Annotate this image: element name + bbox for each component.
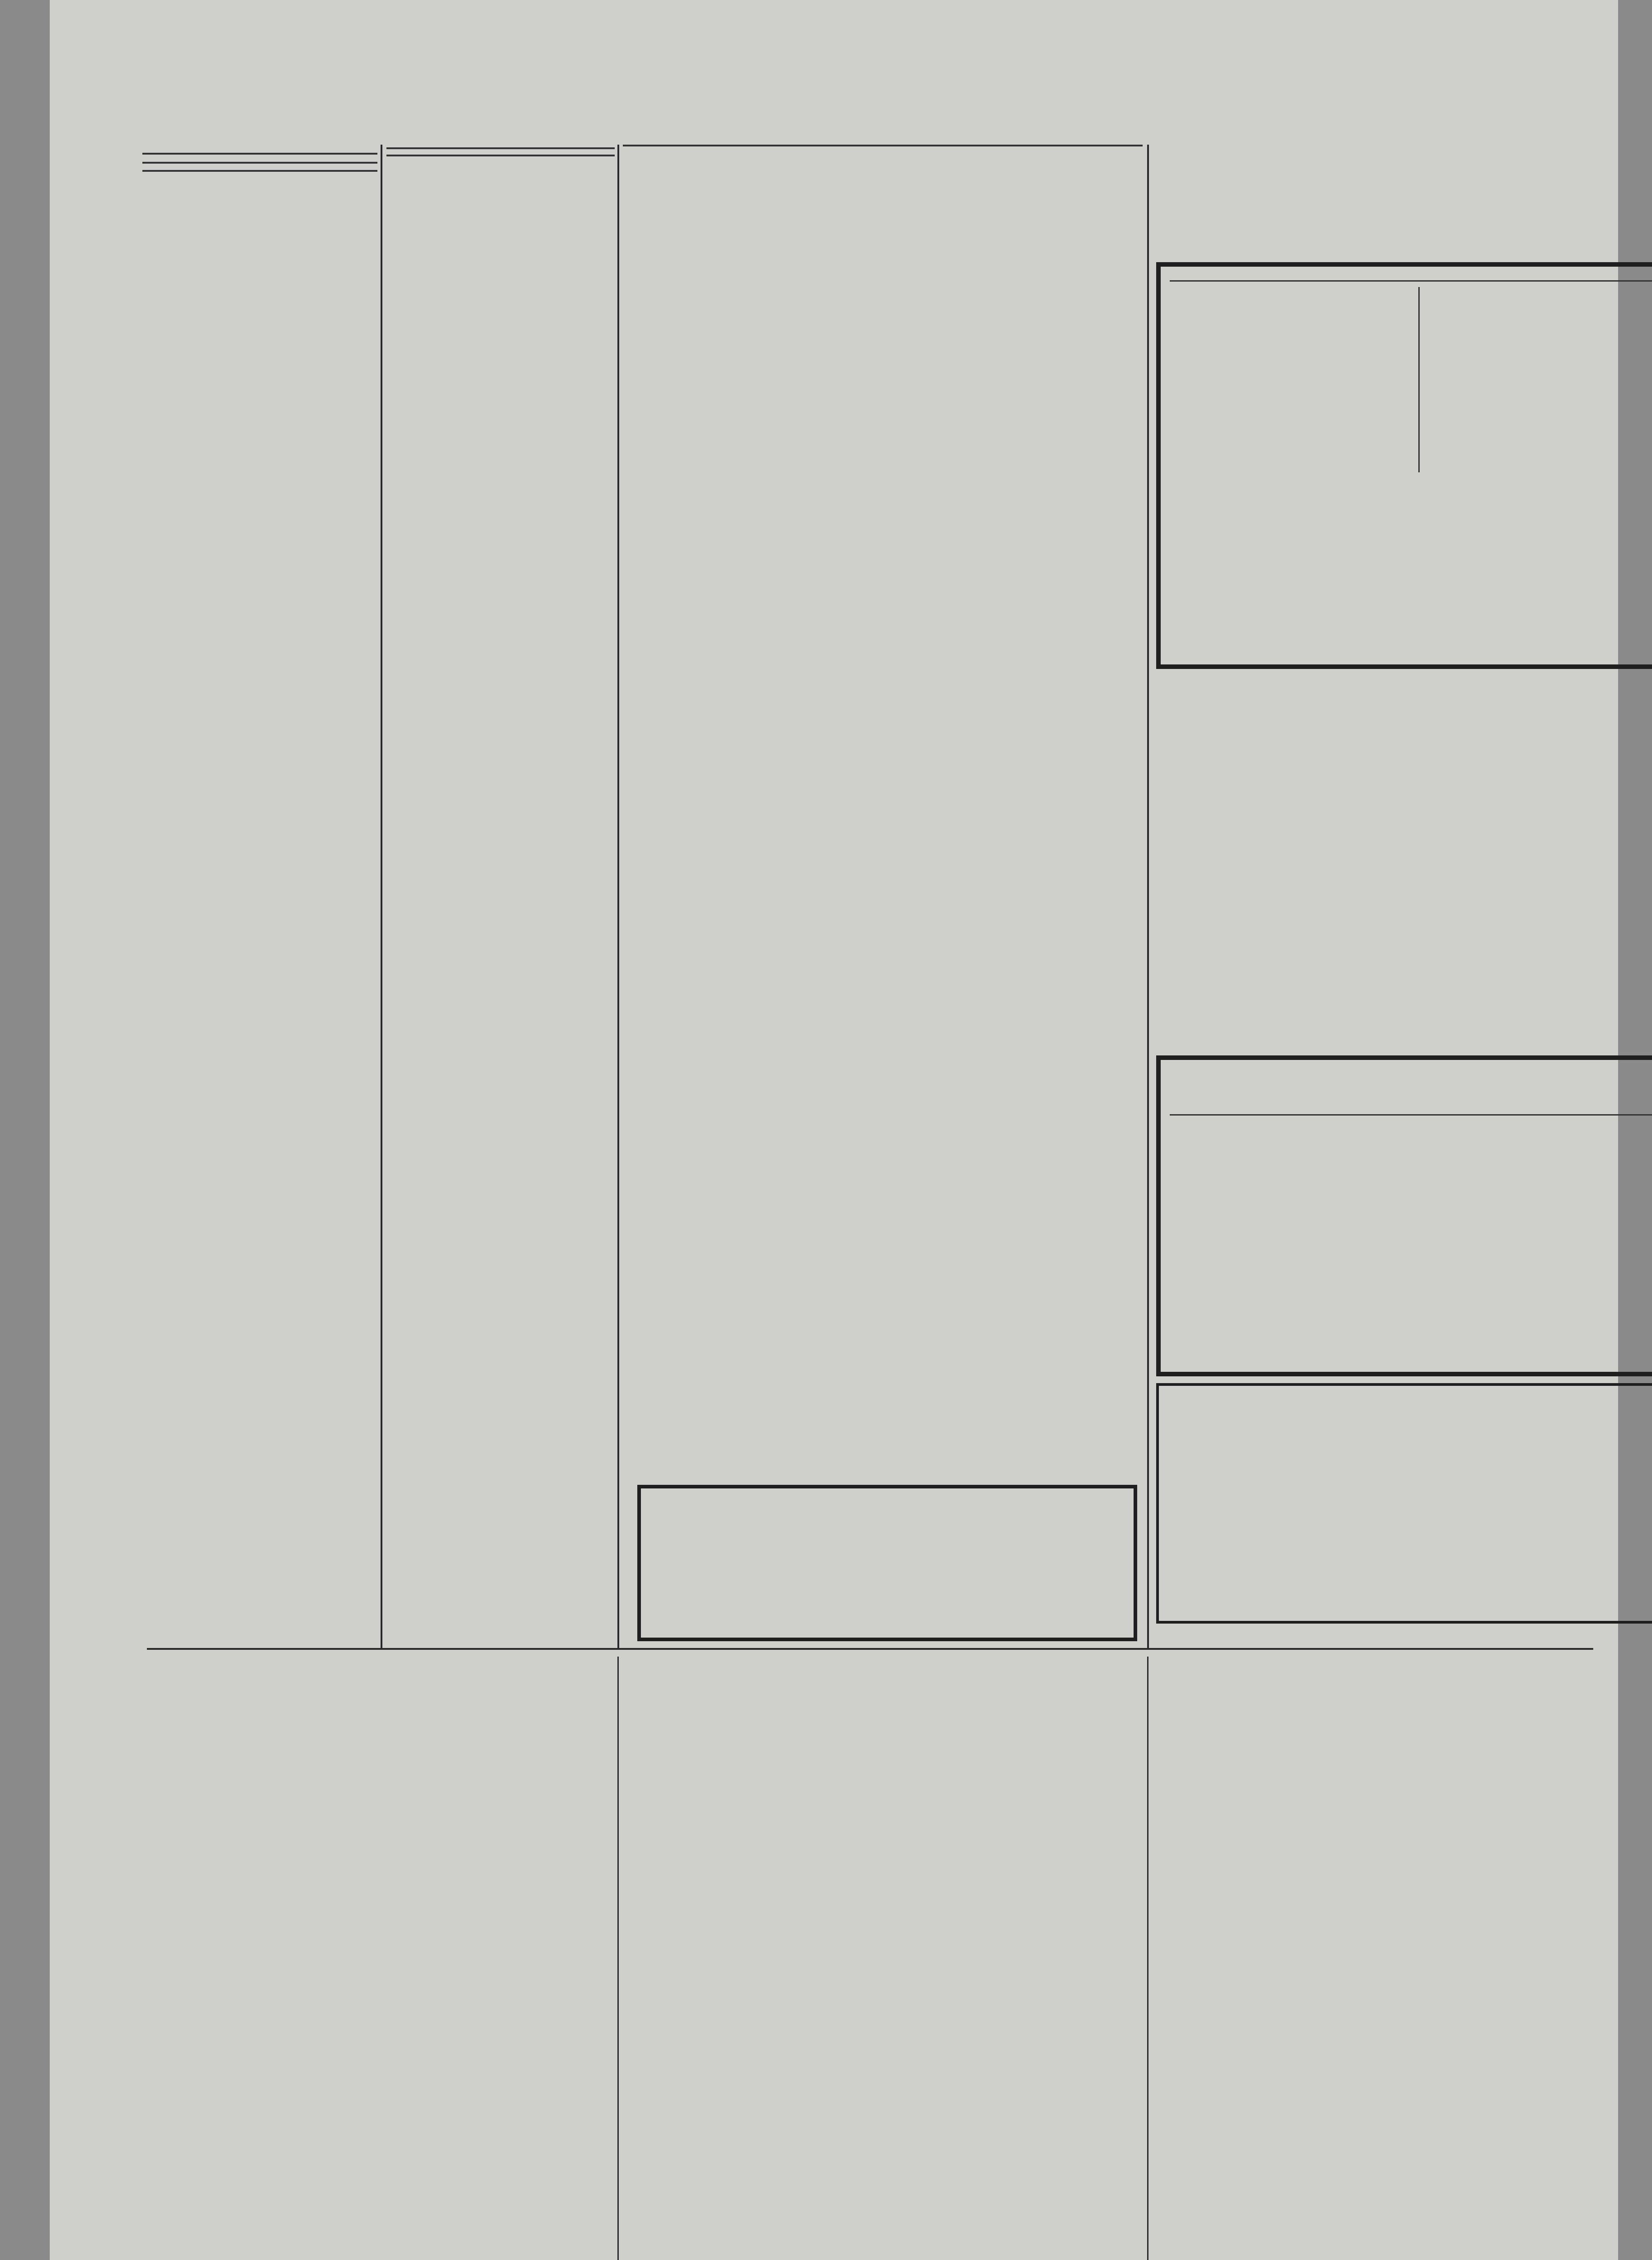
gehrels-rule <box>1170 280 1652 282</box>
column-rule <box>1147 1657 1148 2260</box>
serial-meta-row <box>142 1655 615 1675</box>
column-rule <box>381 145 382 1650</box>
gehrels-list <box>1161 287 1652 477</box>
column-rule <box>1147 145 1149 1650</box>
ad-divider <box>142 153 377 155</box>
column-1 <box>142 140 377 1645</box>
serial-column-2 <box>623 1655 1146 2260</box>
newspaper-page <box>50 0 1618 2260</box>
gehrels-ad <box>1156 262 1652 669</box>
serial-column-3 <box>1153 1655 1652 2260</box>
section-rule <box>147 1648 1593 1650</box>
ad-divider <box>142 170 377 172</box>
serial-column-1 <box>142 1655 615 2260</box>
ornament-border-left <box>1163 1390 1230 1616</box>
gehrels-divider <box>1418 287 1420 472</box>
franksen-ad <box>637 1485 1137 1641</box>
lotterie-agents-1 <box>1170 1114 1652 1118</box>
lotterie-seller-row <box>1161 1071 1652 1111</box>
ad-divider <box>142 162 377 164</box>
title-rule <box>623 145 1143 146</box>
dentist-content <box>1236 1390 1652 1395</box>
dentist-ad <box>1156 1383 1652 1624</box>
column-2 <box>386 140 615 1645</box>
lbg-notice <box>1153 683 1652 1026</box>
ad-divider <box>386 147 615 149</box>
column-3 <box>623 140 1143 1645</box>
column-rule <box>617 1657 619 2260</box>
ad-divider <box>386 155 615 156</box>
column-rule <box>617 145 619 1650</box>
lotterie-ad <box>1156 1055 1652 1376</box>
